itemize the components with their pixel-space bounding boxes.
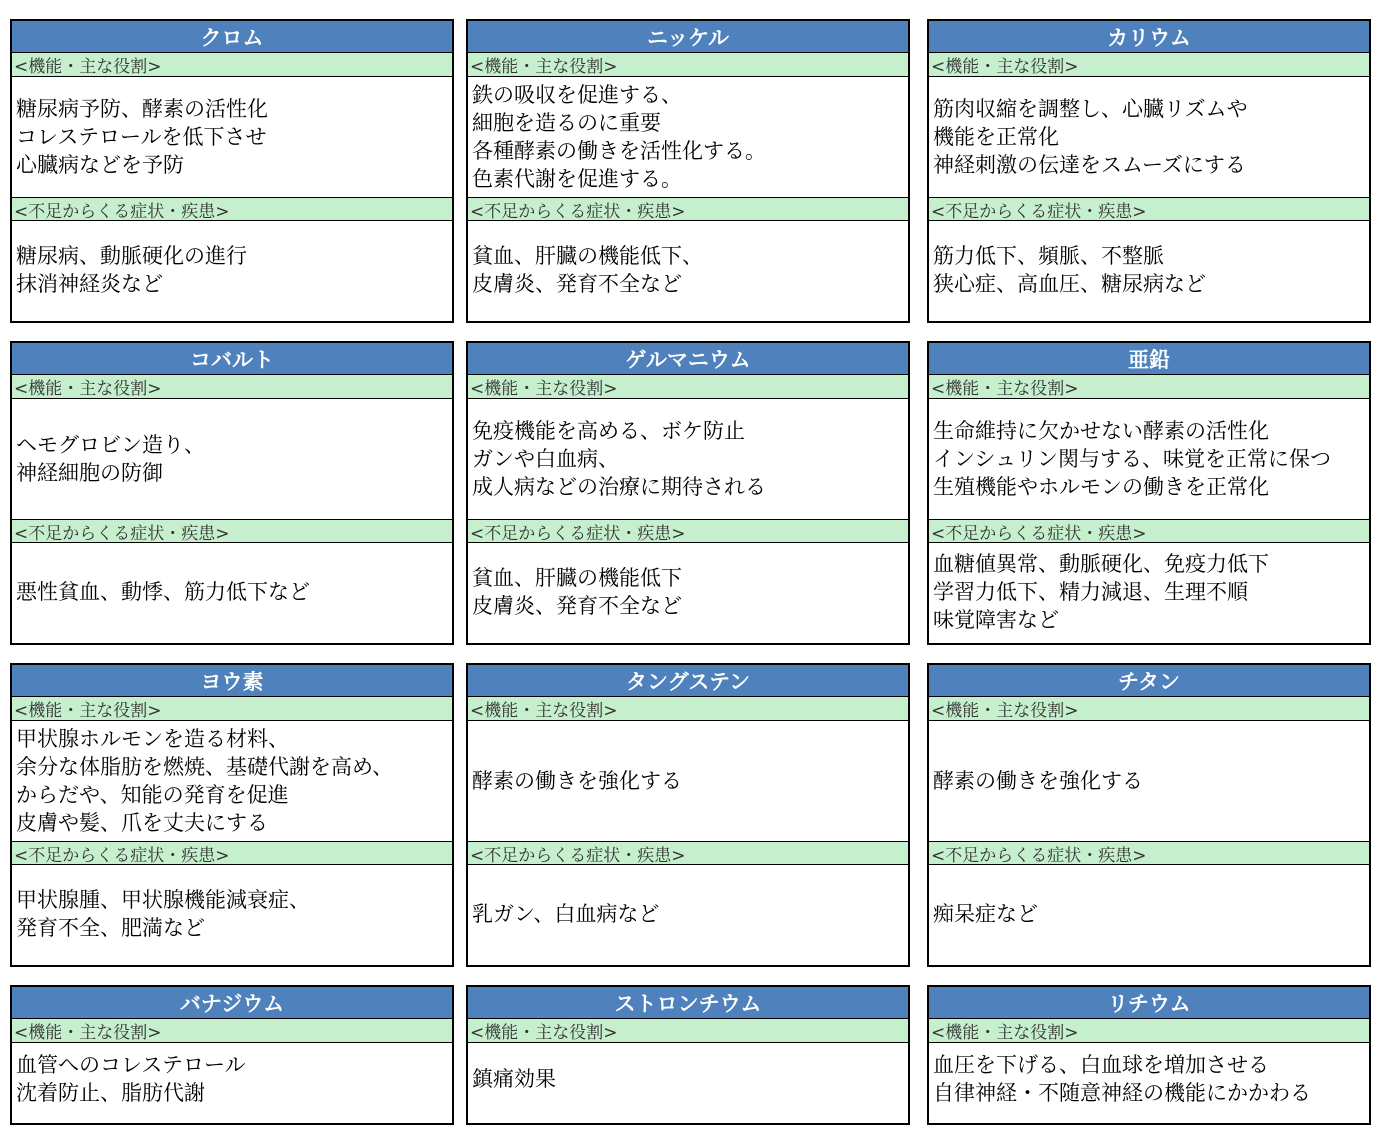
role-header: <機能・主な役割> [929,1019,1369,1043]
role-text: 生命維持に欠かせない酵素の活性化 インシュリン関与する、味覚を正常に保つ 生殖機能やホルモンの働きを正常化 [933,419,1332,499]
card-title: ストロンチウム [468,987,908,1019]
card-title: タングステン [468,665,908,697]
deficiency-header: <不足からくる症状・疾患> [12,197,452,221]
card-germanium [466,341,910,645]
deficiency-header: <不足からくる症状・疾患> [12,519,452,543]
card-title: 亜鉛 [929,343,1369,375]
card-title: ニッケル [468,21,908,53]
deficiency-text: 糖尿病、動脈硬化の進行 抹消神経炎など [16,244,247,296]
deficiency-header: <不足からくる症状・疾患> [929,519,1369,543]
role-text: 酵素の働きを強化する [472,769,682,793]
role-header: <機能・主な役割> [929,53,1369,77]
role-header: <機能・主な役割> [468,697,908,721]
card-title: カリウム [929,21,1369,53]
deficiency-text: 悪性貧血、動悸、筋力低下など [16,580,310,604]
deficiency-header: <不足からくる症状・疾患> [929,841,1369,865]
role-text: 糖尿病予防、酵素の活性化 コレステロールを低下させ 心臓病などを予防 [16,97,268,177]
role-header: <機能・主な役割> [12,697,452,721]
role-header: <機能・主な役割> [12,375,452,399]
card-title: クロム [12,21,452,53]
card-lithium [927,985,1371,1125]
card-potassium [927,19,1371,323]
card-chromium [10,19,454,323]
role-header: <機能・主な役割> [468,1019,908,1043]
card-titanium [927,663,1371,967]
role-text: ヘモグロビン造り、 神経細胞の防御 [16,433,205,485]
card-strontium [466,985,910,1125]
deficiency-header: <不足からくる症状・疾患> [929,197,1369,221]
deficiency-header: <不足からくる症状・疾患> [468,519,908,543]
deficiency-text: 貧血、肝臓の機能低下 皮膚炎、発育不全など [472,566,682,618]
deficiency-text: 痴呆症など [933,902,1038,926]
deficiency-text: 貧血、肝臓の機能低下、 皮膚炎、発育不全など [472,244,703,296]
role-header: <機能・主な役割> [12,1019,452,1043]
card-title: バナジウム [12,987,452,1019]
role-text: 甲状腺ホルモンを造る材料、 余分な体脂肪を燃焼、基礎代謝を高め、 からだや、知能の発育を促進 皮膚や髪、爪を丈夫にする [16,727,394,835]
role-text: 免疫機能を高める、ボケ防止 ガンや白血病、 成人病などの治療に期待される [472,419,766,499]
card-title: リチウム [929,987,1369,1019]
role-header: <機能・主な役割> [929,697,1369,721]
role-text: 血管へのコレステロール 沈着防止、脂肪代謝 [16,1053,246,1105]
role-text: 酵素の働きを強化する [933,769,1143,793]
role-header: <機能・主な役割> [468,53,908,77]
deficiency-text: 乳ガン、白血病など [472,902,660,926]
card-zinc [927,341,1371,645]
card-cobalt [10,341,454,645]
card-title: コバルト [12,343,452,375]
role-text: 鎮痛効果 [472,1067,556,1091]
role-text: 筋肉収縮を調整し、心臓リズムや 機能を正常化 神経刺激の伝達をスムーズにする [933,97,1248,177]
role-header: <機能・主な役割> [12,53,452,77]
role-text: 鉄の吸収を促進する、 細胞を造るのに重要 各種酵素の働きを活性化する。 色素代謝を促進する。 [472,83,766,191]
deficiency-text: 甲状腺腫、甲状腺機能減衰症、 発育不全、肥満など [16,888,310,940]
deficiency-text: 血糖値異常、動脈硬化、免疫力低下 学習力低下、精力減退、生理不順 味覚障害など [933,552,1269,632]
card-title: ゲルマニウム [468,343,908,375]
card-title: チタン [929,665,1369,697]
deficiency-header: <不足からくる症状・疾患> [468,197,908,221]
card-title: ヨウ素 [12,665,452,697]
deficiency-header: <不足からくる症状・疾患> [468,841,908,865]
role-text: 血圧を下げる、白血球を増加させる 自律神経・不随意神経の機能にかかわる [933,1053,1311,1105]
card-tungsten [466,663,910,967]
role-header: <機能・主な役割> [929,375,1369,399]
deficiency-header: <不足からくる症状・疾患> [12,841,452,865]
card-vanadium [10,985,454,1125]
role-header: <機能・主な役割> [468,375,908,399]
deficiency-text: 筋力低下、頻脈、不整脈 狭心症、高血圧、糖尿病など [933,244,1206,296]
card-nickel [466,19,910,323]
card-iodine [10,663,454,967]
